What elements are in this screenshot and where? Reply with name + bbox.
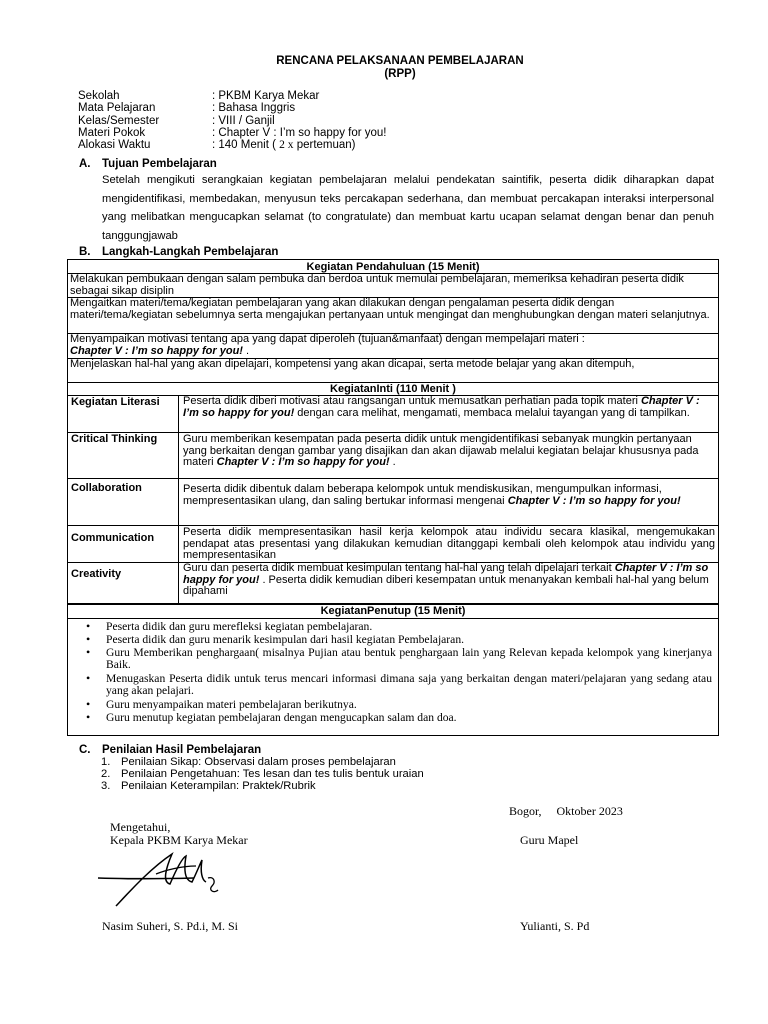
tujuan-paragraph: Setelah mengikuti serangkaian kegiatan pembelajaran melalui pendekatan saintifik, peserta didik diharapkan dapat mengidentifikasi, membedakan, menyusun teks percakapan sederhana, dan membuat percakapan interaksi interpersonal yang melibatkan mengucapkan selamat (to congratulate) dan membuat kartu ucapan selamat dengan benar dan penuh tanggungjawab: [102, 174, 714, 242]
identity-label: Kelas/Semester: [78, 114, 160, 127]
penilaian-item: 1. Penilaian Sikap: Observasi dalam proses pembelajaran: [101, 756, 396, 768]
critical-thinking-desc: Guru memberikan kesempatan pada peserta didik untuk mengidentifikasi sebanyak mungkin pertanyaan yang berkaitan dengan gambar yang disajikan dan akan dijawab melalui kegiatan belajar khususnya pada materi Chapter V : I’m so happy for you! .: [183, 433, 699, 469]
penutup-item: • Guru Memberikan penghargaan( misalnya Pujian atau bentuk penghargaan lain yang Relevan kepada kelompok yang kinerjanya Baik.: [86, 645, 712, 672]
penutup-header: KegiatanPenutup (15 Menit): [320, 605, 466, 617]
collaboration-label: Collaboration: [71, 482, 142, 494]
pendahuluan-row-2: Mengaitkan materi/tema/kegiatan pembelajaran yang akan dilakukan dengan pengalaman peserta didik dengan materi/tema/kegiatan sebelumnya serta mengajukan pertanyaan untuk mengingat dan menghubungkan dengan materi selanjutnya.: [70, 297, 710, 321]
penutup-item: • Menugaskan Peserta didik untuk terus mencari informasi dimana saja yang berkaitan dengan materi/pelajaran yang sedang atau yang akan pelajari.: [86, 671, 712, 698]
penutup-item: • Guru menutup kegiatan pembelajaran dengan mengucapkan salam dan doa.: [86, 710, 457, 724]
penilaian-item: 3. Penilaian Keterampilan: Praktek/Rubrik: [101, 780, 316, 792]
communication-label: Communication: [71, 532, 155, 544]
identity-value: : VIII / Ganjil: [212, 114, 275, 127]
creativity-desc: Guru dan peserta didik membuat kesimpulan tentang hal-hal yang telah dipelajari terkait Chapter V : I’m so happy for you! . Peserta didik kemudian diberi kesempatan untuk menanyakan kembali hal-hal yang belum dipahami: [183, 562, 709, 598]
inti-header: KegiatanInti (110 Menit ): [330, 383, 456, 395]
literasi-label: Kegiatan Literasi: [71, 396, 160, 408]
identity-label: Sekolah: [78, 90, 120, 102]
penutup-table: [67, 603, 719, 736]
pendahuluan-header: Kegiatan Pendahuluan (15 Menit): [306, 261, 480, 273]
identity-label: Alokasi Waktu: [78, 139, 151, 152]
critical-thinking-label: Critical Thinking: [71, 433, 158, 445]
identity-row-sekolah: [78, 90, 387, 102]
penutup-item: • Guru menyampaikan materi pembelajaran berikutnya.: [86, 697, 357, 711]
identity-label: Mata Pelajaran: [78, 102, 156, 115]
identity-row-kelas: [78, 115, 387, 127]
kepala-role: Kepala PKBM Karya Mekar: [110, 833, 248, 847]
penutup-item: • Peserta didik dan guru menarik kesimpulan dari hasil kegiatan Pembelajaran.: [86, 632, 465, 646]
identity-row-materi: [78, 127, 387, 139]
identity-row-mapel: [78, 102, 387, 114]
identity-value: : PKBM Karya Mekar: [212, 90, 320, 102]
kepala-name: Nasim Suheri, S. Pd.i, M. Si: [102, 919, 239, 933]
identity-value: : Bahasa Inggris: [212, 102, 296, 115]
pendahuluan-row-4: Menjelaskan hal-hal yang akan dipelajari, kompetensi yang akan dicapai, serta metode belajar yang akan ditempuh,: [70, 358, 635, 370]
literasi-desc: Peserta didik diberi motivasi atau rangsangan untuk memusatkan perhatian pada topik materi Chapter V : I’m so happy for you! dengan cara melihat, mengamati, membaca melalui tayangan yang di tampilkan.: [183, 395, 700, 419]
section-b-heading: B. Langkah-Langkah Pembelajaran: [79, 246, 279, 258]
title-line-1: RENCANA PELAKSANAAN PEMBELAJARAN: [276, 55, 524, 67]
penilaian-item: 2. Penilaian Pengetahuan: Tes lesan dan tes tulis bentuk uraian: [101, 768, 424, 780]
collaboration-desc: Peserta didik dibentuk dalam beberapa kelompok untuk mendiskusikan, mengumpulkan informasi, mempresentasikan ulang, dan saling bertukar informasi mengenai Chapter V : I’m so happy for you!: [183, 483, 681, 507]
title-line-2: (RPP): [384, 68, 416, 80]
pendahuluan-row-1: Melakukan pembukaan dengan salam pembuka dan berdoa untuk memulai pembelajaran, memeriksa kehadiran peserta didik sebagai sikap disiplin: [70, 273, 684, 297]
creativity-label: Creativity: [71, 568, 122, 580]
signature-scribble: [96, 848, 226, 918]
penutup-item: • Peserta didik dan guru merefleksi kegiatan pembelajaran.: [86, 619, 373, 633]
pendahuluan-row-3: Menyampaikan motivasi tentang apa yang dapat diperoleh (tujuan&manfaat) dengan mempelajari materi : Chapter V : I’m so happy for you! .: [70, 333, 585, 357]
identity-label: Materi Pokok: [78, 126, 146, 139]
section-c-heading: C. Penilaian Hasil Pembelajaran: [79, 744, 262, 756]
identity-value: : 140 Menit ( 2 x pertemuan): [212, 139, 356, 152]
guru-role: Guru Mapel: [520, 833, 579, 847]
section-a-heading: A. Tujuan Pembelajaran: [79, 158, 217, 170]
guru-name: Yulianti, S. Pd: [520, 919, 590, 933]
communication-desc: Peserta didik mempresentasikan hasil kerja kelompok atau individu secara klasikal, mengemukakan pendapat atas presentasi yang dilakukan kemudian ditanggapi kembali oleh kelompok atau individu yang mempresentasikan: [183, 526, 715, 562]
signature-date: Bogor, Oktober 2023: [509, 804, 623, 818]
document-title: [0, 55, 768, 81]
mengetahui-label: Mengetahui,: [110, 820, 171, 834]
langkah-table: [67, 259, 719, 605]
identity-table: [78, 90, 387, 151]
identity-value: : Chapter V : I’m so happy for you!: [212, 126, 387, 139]
identity-row-alokasi: [78, 139, 387, 151]
